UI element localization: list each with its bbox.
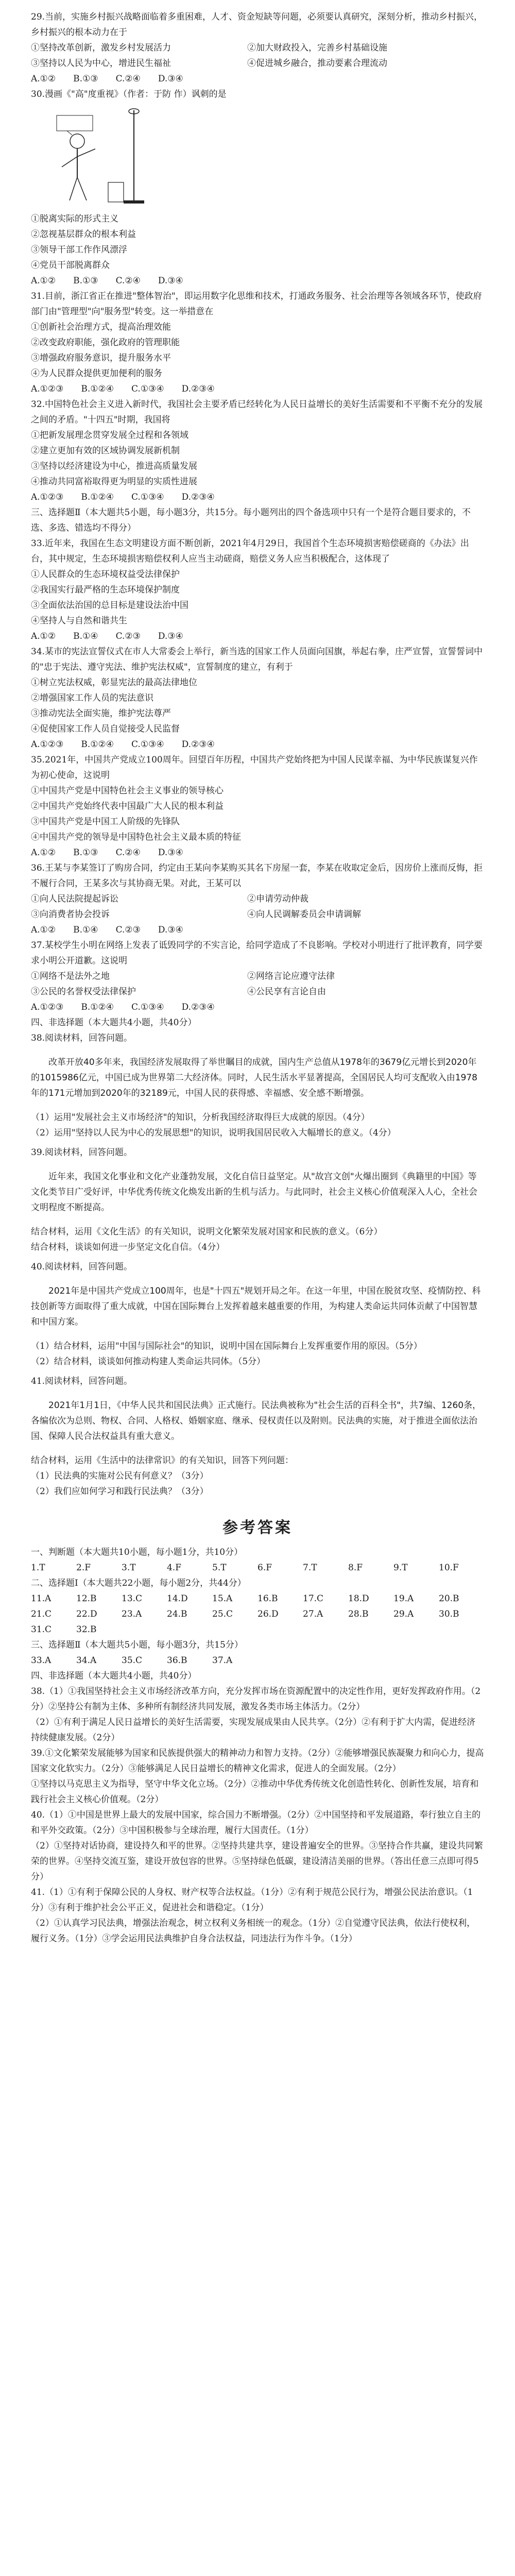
q33-option-d: D.③④ [158,631,183,641]
answer-section-3-heading: 三、选择题Ⅱ（本大题共5小题，每小题3分，共15分） [31,1640,243,1650]
q35-stem: 35.2021年，中国共产党成立100周年。回望百年历程，中国共产党始终把为中国人民谋幸福、为中华民族谋复兴作为初心使命，这说明 [31,755,478,781]
q31-item: ③增强政府服务意识，提升服务水平 [31,353,171,363]
q29-stem: 29.当前，实施乡村振兴战略面临着多重困难，人才、资金短缺等问题，必须要认真研究，深刻分析，推动乡村振兴，乡村振兴的根本动力在于 [31,12,483,38]
answer-section-1-heading: 一、判断题（本大题共10小题，每小题1分，共10分） [31,1547,243,1557]
q32-options [31,489,484,505]
answer-cell: 31.C [31,1624,52,1635]
q34-option-d: D.②③④ [181,739,215,750]
q34-option-b: B.①②④ [81,739,114,750]
q36-option-b: B.①④ [73,925,98,935]
q30-option-a: A.①② [31,276,56,286]
q33-options [31,629,484,644]
q36-item: ①向人民法院提起诉讼 [31,894,118,904]
q30-options [31,273,484,289]
q35-item: ①中国共产党是中国特色社会主义事业的领导核心 [31,786,224,796]
q31-stem: 31.目前，浙江省正在推进"整体智治"，即运用数字化思维和技术，打通政务服务、社会治理等各领域各环节，使政府部门由"管理型"向"服务型"转变。这一举措意在 [31,291,482,317]
q36-item: ③向消费者协会投诉 [31,909,110,920]
answer-cell: 30.B [439,1609,459,1619]
q32-stem: 32.中国特色社会主义进入新时代，我国社会主要矛盾已经转化为人民日益增长的美好生活需要和不平衡不充分的发展之间的矛盾。"十四五"时期，我国将 [31,399,483,425]
q38-question: （1）运用"发展社会主义市场经济"的知识，分析我国经济取得巨大成就的原因。（4分） [31,1112,370,1123]
q30-option-d: D.③④ [158,276,183,286]
answer-cell: 23.A [122,1609,142,1619]
q37-item: ④公民享有言论自由 [247,987,326,997]
q41-question: 结合材料，运用《生活中的法律常识》的有关知识，回答下列问题： [31,1455,294,1466]
q36-option-d: D.③④ [158,925,183,935]
q39-stem: 39.阅读材料，回答问题。 [31,1147,133,1158]
q33-option-c: C.②③ [115,631,141,641]
answer-cell: 35.C [122,1655,143,1666]
q39-question: 结合材料，谈谈如何进一步坚定文化自信。（4分） [31,1242,225,1252]
answer-cell: 8.F [348,1563,363,1573]
q33-option-b: B.①④ [73,631,98,641]
answer-cell: 25.C [212,1609,233,1619]
q30-item: ④党员干部脱离群众 [31,260,110,270]
answer-39: 39.①文化繁荣发展能够为国家和民族提供强大的精神动力和智力支持。（2分）②能够增强民族凝聚力和向心力，提高国家文化软实力。（2分）③能够满足人民日益增长的精神文化需求，促进人的全面发展。（2分） [31,1748,484,1774]
q36-option-a: A.①② [31,925,56,935]
q38-material: 改革开放40多年来，我国经济发展取得了举世瞩目的成就，国内生产总值从1978年的3679亿元增长到2020年的1015986亿元，中国已成为世界第二大经济体。同时，人民生活水平显著提高，全国居民人均可支配收入由1978年的171元增加到2020年的32189元，中国人民的获得感、幸福感、安全感不断增强。 [31,1057,477,1098]
q41-question: （2）我们应如何学习和践行民法典？（3分） [31,1486,209,1497]
answer-cell: 6.F [258,1563,272,1573]
q30-stem: 30.漫画《"高"度重视》（作者：于防 作）讽刺的是 [31,89,227,99]
answer-cell: 18.D [348,1594,369,1604]
q37-stem: 37.某校学生小明在网络上发表了诋毁同学的不实言论，给同学造成了不良影响。学校对小明进行了批评教育，同学要求小明公开道歉。这说明 [31,940,483,966]
q33-item: ①人民群众的生态环境权益受法律保护 [31,569,180,580]
q31-option-c: C.①③④ [131,384,164,394]
answer-section-2-heading: 二、选择题Ⅰ（本大题共22小题，每小题2分，共44分） [31,1578,246,1588]
q32-option-c: C.①③④ [131,492,164,502]
q33-item: ③全面依法治国的总目标是建设法治中国 [31,600,188,611]
q32-item: ④推动共同富裕取得更为明显的实质性进展 [31,477,197,487]
q34-item: ③推动宪法全面实施，维护宪法尊严 [31,708,171,719]
q32-option-a: A.①②③ [31,492,64,502]
answer-cell: 4.F [167,1563,182,1573]
answer-section-1-grid [31,1560,484,1575]
answer-cell: 34.A [76,1655,97,1666]
q32-option-d: D.②③④ [181,492,215,502]
q36-stem: 36.王某与李某签订了购房合同，约定由王某向李某购买其名下房屋一套，李某在收取定金后，因房价上涨而反悔，拒不履行合同，王某多次与其协商无果。对此，王某可以 [31,863,483,889]
q30-item: ①脱离实际的形式主义 [31,214,118,224]
q35-option-a: A.①② [31,848,56,858]
answer-40: 40.（1）①中国是世界上最大的发展中国家，综合国力不断增强。（2分）②中国坚持和平发展道路，奉行独立自主的和平外交政策。（2分）③中国积极参与全球治理，履行大国责任。（1分） [31,1810,481,1836]
answer-cell: 14.D [167,1594,188,1604]
q29-item: ③坚持以人民为中心，增进民生福祉 [31,58,171,69]
answer-cell: 28.B [348,1609,369,1619]
answer-section-3-grid [31,1653,484,1668]
answer-cell: 7.T [303,1563,317,1573]
q37-option-d: D.②③④ [181,1002,215,1012]
answer-section-4-heading: 四、非选择题（本大题共4小题，共40分） [31,1671,197,1681]
q33-item: ②我国实行最严格的生态环境保护制度 [31,585,180,595]
q35-option-c: C.②④ [115,848,141,858]
q31-item: ④为人民群众提供更加便利的服务 [31,368,162,379]
q31-item: ②改变政府职能，强化政府的管理职能 [31,337,180,348]
answer-cell: 1.T [31,1563,45,1573]
q37-items [31,969,484,999]
q36-options [31,922,484,938]
q29-items [31,40,484,71]
answer-cell: 33.A [31,1655,52,1666]
q37-options [31,999,484,1015]
q36-item: ②申请劳动仲裁 [247,894,308,904]
q40-material: 2021年是中国共产党成立100周年，也是"十四五"规划开局之年。在这一年里，中国在脱贫攻坚、疫情防控、科技创新等方面取得了重大成就，中国在国际舞台上发挥着越来越重要的作用，为构建人类命运共同体贡献了中国智慧和中国方案。 [31,1286,481,1327]
q34-option-a: A.①②③ [31,739,64,750]
q35-options [31,845,484,860]
q37-item: ③公民的名誉权受法律保护 [31,987,136,997]
q35-option-d: D.③④ [158,848,183,858]
q40-question: （1）结合材料，运用"中国与国际社会"的知识，说明中国在国际舞台上发挥重要作用的原因。（5分） [31,1341,422,1351]
q32-option-b: B.①②④ [81,492,114,502]
q41-stem: 41.阅读材料，回答问题。 [31,1376,133,1386]
q31-option-d: D.②③④ [181,384,215,394]
q39-question: 结合材料，运用《文化生活》的有关知识，说明文化繁荣发展对国家和民族的意义。（6分） [31,1227,383,1237]
q36-option-c: C.②③ [115,925,141,935]
q29-options [31,71,484,87]
answer-cell: 16.B [258,1594,278,1604]
q38-question: （2）运用"坚持以人民为中心的发展思想"的知识，说明我国居民收入大幅增长的意义。（4分） [31,1128,396,1138]
q39-material: 近年来，我国文化事业和文化产业蓬勃发展，文化自信日益坚定。从"故宫文创"火爆出圈到《典籍里的中国》等文化类节目广受好评，中华优秀传统文化焕发出新的生机与活力。与此同时，社会主义核心价值观深入人心，全社会文明程度不断提高。 [31,1172,477,1213]
q37-option-b: B.①②④ [81,1002,114,1012]
answer-cell: 37.A [212,1655,233,1666]
answer-41: 41.（1）①有利于保障公民的人身权、财产权等合法权益。（1分）②有利于规范公民行为，增强公民法治意识。（1分）③有利于维护社会公平正义，促进社会和谐稳定。（1分） [31,1887,473,1913]
answer-38: 38.（1）①我国坚持社会主义市场经济改革方向，充分发挥市场在资源配置中的决定性作用，更好发挥政府作用。（2分）②坚持公有制为主体、多种所有制经济共同发展，激发各类市场主体活力。（2分） [31,1686,481,1712]
answer-cell: 2.F [76,1563,91,1573]
answer-cell: 24.B [167,1609,187,1619]
answer-cell: 12.B [76,1594,97,1604]
q30-item: ②忽视基层群众的根本利益 [31,229,136,240]
answer-cell: 5.T [212,1563,227,1573]
q37-option-a: A.①②③ [31,1002,64,1012]
q34-item: ①树立宪法权威，彰显宪法的最高法律地位 [31,677,197,688]
q31-option-b: B.①②④ [81,384,114,394]
q29-item: ④促进城乡融合，推动要素合理流动 [247,58,387,69]
q35-option-b: B.①③ [73,848,98,858]
q33-option-a: A.①② [31,631,56,641]
q41-question: （1）民法典的实施对公民有何意义？（3分） [31,1471,209,1481]
q31-option-a: A.①②③ [31,384,64,394]
q29-option-d: D.③④ [158,74,183,84]
answer-cell: 9.T [393,1563,408,1573]
q34-option-c: C.①③④ [131,739,164,750]
answer-cell: 15.A [212,1594,233,1604]
q35-item: ②中国共产党始终代表中国最广大人民的根本利益 [31,801,224,811]
q29-item: ①坚持改革创新，激发乡村发展活力 [31,43,171,53]
q32-item: ①把新发展理念贯穿发展全过程和各领域 [31,430,188,440]
q37-item: ①网络不是法外之地 [31,971,110,981]
q36-item: ④向人民调解委员会申请调解 [247,909,361,920]
q29-option-b: B.①③ [73,74,98,84]
q33-item: ④坚持人与自然和谐共生 [31,616,127,626]
answer-41: （2）①认真学习民法典，增强法治观念，树立权利义务相统一的观念。（1分）②自觉遵守民法典，依法行使权利，履行义务。（1分）③学会运用民法典维护自身合法权益，同违法行为作斗争。（1分） [31,1918,476,1944]
q29-option-c: C.②④ [115,74,141,84]
q29-option-a: A.①② [31,74,56,84]
q40-stem: 40.阅读材料，回答问题。 [31,1262,133,1272]
q34-item: ②增强国家工作人员的宪法意识 [31,693,153,703]
answer-cell: 11.A [31,1594,52,1604]
answer-39: ①坚持以马克思主义为指导，坚守中华文化立场。（2分）②推动中华优秀传统文化创造性转化、创新性发展，培育和践行社会主义核心价值观。（2分） [31,1779,479,1805]
answer-cell: 26.D [258,1609,279,1619]
answer-cell: 21.C [31,1609,52,1619]
q30-option-b: B.①③ [73,276,98,286]
answer-cell: 3.T [122,1563,136,1573]
answer-cell: 36.B [167,1655,187,1666]
answer-cell: 29.A [393,1609,414,1619]
q30-option-c: C.②④ [115,276,141,286]
q40-question: （2）结合材料，谈谈如何推动构建人类命运共同体。（5分） [31,1357,266,1367]
answer-cell: 17.C [303,1594,324,1604]
answer-40: （2）①坚持对话协商，建设持久和平的世界。②坚持共建共享，建设普遍安全的世界。③坚持合作共赢，建设共同繁荣的世界。④坚持交流互鉴，建设开放包容的世界。⑤坚持绿色低碳，建设清洁美丽的世界。（答出任意三点即可得5分） [31,1841,483,1882]
q34-options [31,737,484,752]
q33-stem: 33.近年来，我国在生态文明建设方面不断创新，2021年4月29日，我国首个生态环境损害赔偿磋商的《办法》出台，其中规定，生态环境损害赔偿权利人应当主动磋商，赔偿义务人应当积极配合，这体现了 [31,538,469,564]
q37-option-c: C.①③④ [131,1002,164,1012]
q37-item: ②网络言论应遵守法律 [247,971,335,981]
answer-section-2-grid [31,1591,484,1637]
answer-cell: 27.A [303,1609,323,1619]
q34-item: ④促使国家工作人员自觉接受人民监督 [31,724,180,734]
answer-key-title: 参考答案 [222,1519,293,1537]
answer-cell: 13.C [122,1594,143,1604]
cartoon-image [46,105,165,208]
q31-options [31,381,484,397]
q38-stem: 38.阅读材料，回答问题。 [31,1033,133,1043]
q29-item: ②加大财政投入，完善乡村基础设施 [247,43,387,53]
answer-cell: 19.A [393,1594,414,1604]
answer-cell: 22.D [76,1609,97,1619]
answer-cell: 20.B [439,1594,459,1604]
q41-material: 2021年1月1日，《中华人民共和国民法典》正式施行。民法典被称为"社会生活的百科全书"，共7编、1260条，各编依次为总则、物权、合同、人格权、婚姻家庭、继承、侵权责任以及附则。民法典的实施，对于推进全面依法治国、保障人民合法权益具有重大意义。 [31,1400,482,1442]
q36-items [31,891,484,922]
q32-item: ③坚持以经济建设为中心，推进高质量发展 [31,461,197,471]
q31-item: ①创新社会治理方式，提高治理效能 [31,322,171,332]
section-4-heading: 四、非选择题（本大题共4小题，共40分） [31,1018,197,1028]
q35-item: ③中国共产党是中国工人阶级的先锋队 [31,817,180,827]
answer-cell: 32.B [76,1624,97,1635]
section-3-heading: 三、选择题Ⅱ（本大题共5小题，每小题3分，共15分。每小题列出的四个备选项中只有一个是符合题目要求的，不选、多选、错选均不得分） [31,507,471,533]
q35-item: ④中国共产党的领导是中国特色社会主义最本质的特征 [31,832,241,842]
q32-item: ②建立更加有效的区域协调发展新机制 [31,446,180,456]
answer-cell: 10.F [439,1563,459,1573]
answer-38: （2）①有利于满足人民日益增长的美好生活需要，实现发展成果由人民共享。（2分）②有利于扩大内需，促进经济持续健康发展。（2分） [31,1717,476,1743]
q34-stem: 34.某市的宪法宣誓仪式在市人大常委会上举行，新当选的国家工作人员面向国旗，举起右拳，庄严宣誓，宣誓誓词中的"忠于宪法、遵守宪法、维护宪法权威"，宣誓制度的建立，有利于 [31,647,483,672]
q30-item: ③领导干部工作作风漂浮 [31,245,127,255]
